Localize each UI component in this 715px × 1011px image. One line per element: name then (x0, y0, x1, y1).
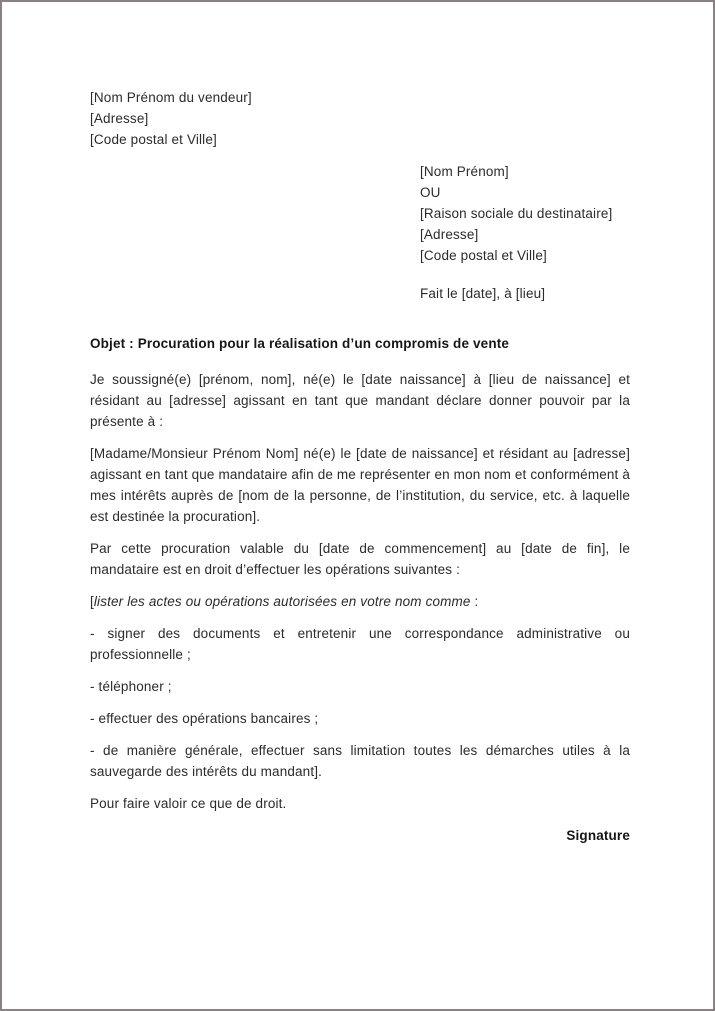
recipient-company-line: [Raison sociale du destinataire] (420, 206, 613, 221)
validity-paragraph: Par cette procuration valable du [date de commencement] au [date de fin], le mandataire est en droit d’effectuer les opérations suivantes : (90, 541, 630, 577)
letter-body (90, 333, 630, 857)
operation-item: - de manière générale, effectuer sans limitation toutes les démarches utiles à la sauvegarde des intérêts du mandant]. (90, 743, 630, 779)
intro-paragraph: Je soussigné(e) [prénom, nom], né(e) le [date naissance] à [lieu de naissance] et résidant au [adresse] agissant en tant que mandant déclare donner pouvoir par la présente à : (90, 372, 630, 429)
operations-intro-bracket: [ (90, 594, 94, 609)
sender-address-line: [Adresse] (90, 111, 149, 126)
operation-item: - effectuer des opérations bancaires ; (90, 711, 319, 726)
recipient-name-line: [Nom Prénom] (420, 164, 509, 179)
mandataire-paragraph: [Madame/Monsieur Prénom Nom] né(e) le [date de naissance] et résidant au [adresse] agissant en tant que mandataire afin de me représenter en mon nom et conformément à mes intérêts auprès de [nom de la personne, de l’institution, du service, etc. à laquelle est destinée la procuration]. (90, 446, 631, 524)
signature-label: Signature (566, 828, 630, 843)
recipient-block (420, 161, 612, 266)
sender-block (90, 87, 252, 150)
recipient-address-line: [Adresse] (420, 227, 479, 242)
operation-item: - téléphoner ; (90, 679, 172, 694)
recipient-or-line: OU (420, 185, 441, 200)
sender-city-line: [Code postal et Ville] (90, 132, 217, 147)
closing-paragraph: Pour faire valoir ce que de droit. (90, 796, 287, 811)
date-place-line: Fait le [date], à [lieu] (420, 286, 546, 301)
sender-name-line: [Nom Prénom du vendeur] (90, 90, 252, 105)
operations-intro-italic-text: lister les actes ou opérations autorisées en votre nom comme (93, 594, 471, 609)
subject-line: Objet : Procuration pour la réalisation d’un compromis de vente (90, 336, 510, 351)
operations-intro-line (90, 591, 630, 612)
recipient-city-line: [Code postal et Ville] (420, 248, 547, 263)
operations-intro-colon: : (470, 594, 479, 609)
operation-item: - signer des documents et entretenir une correspondance administrative ou professionnelle ; (90, 626, 630, 662)
